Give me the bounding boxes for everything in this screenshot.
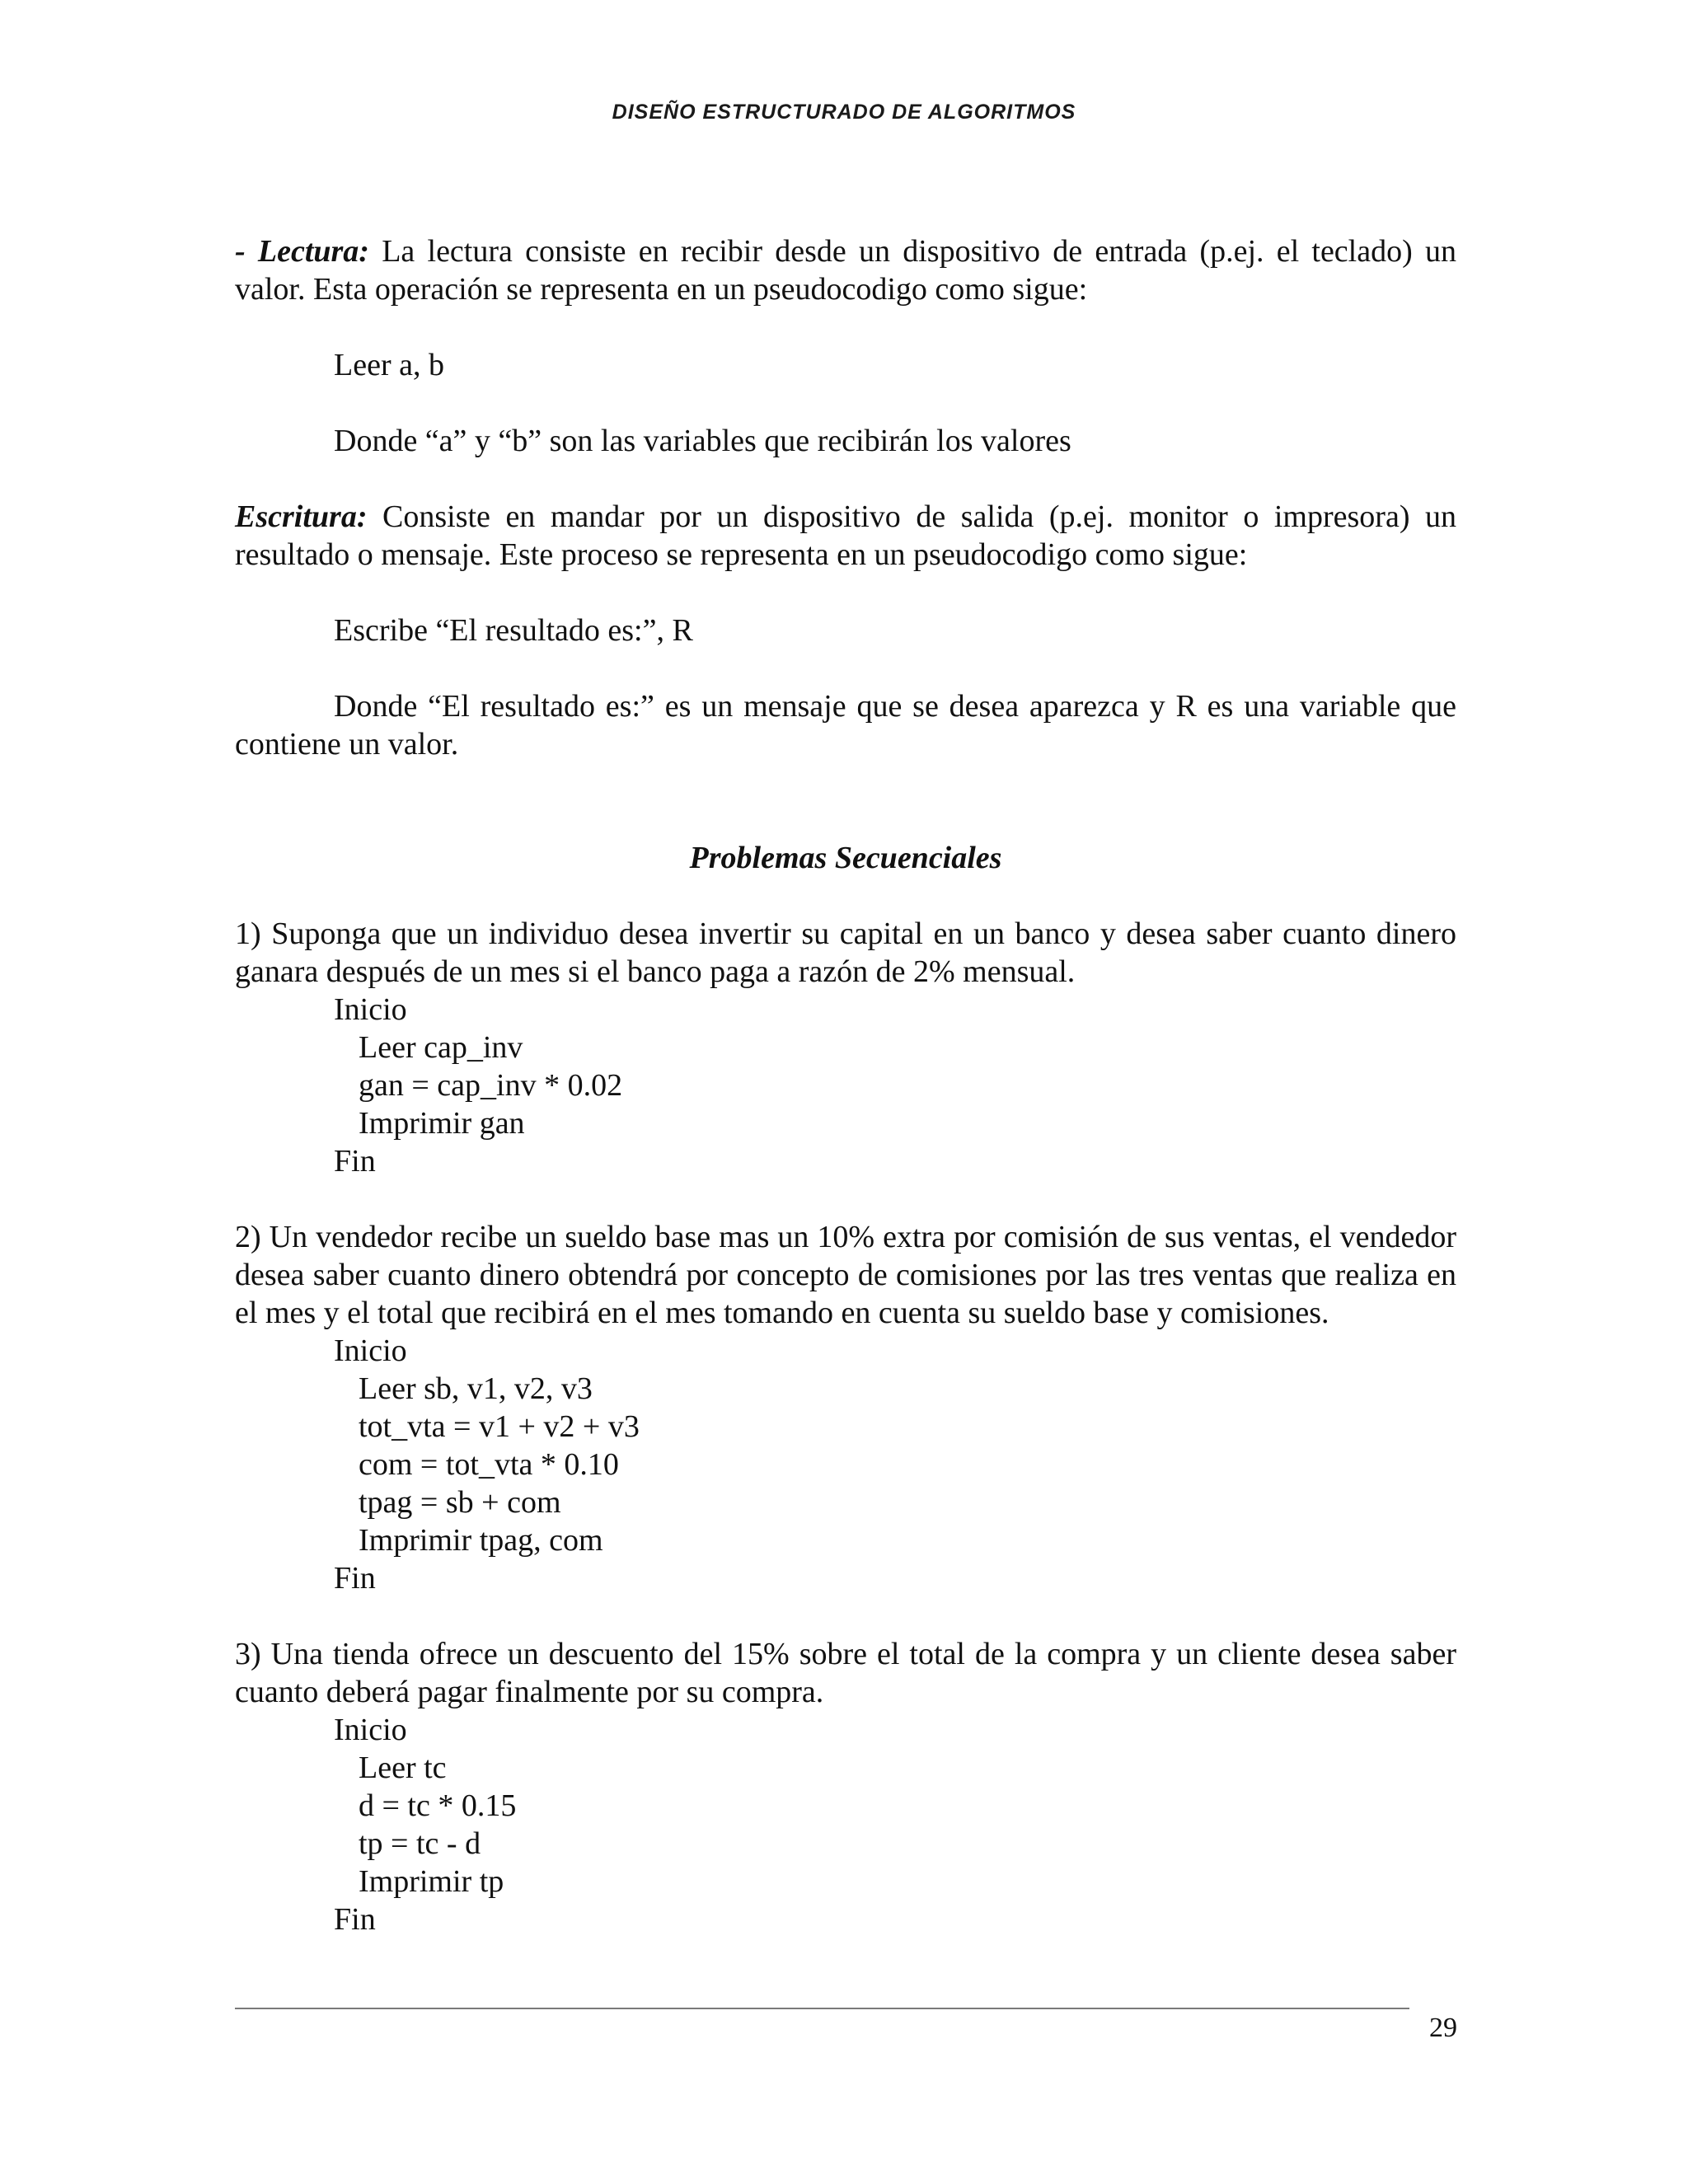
escritura-explanation: Donde “El resultado es:” es un mensaje que se desea aparezca y R es una variable que contiene un valor. (235, 689, 1456, 762)
pseudocode-line: Imprimir gan (359, 1106, 525, 1141)
pseudocode-start: Inicio (334, 1713, 407, 1747)
pseudocode-line: tp = tc - d (359, 1826, 481, 1861)
lectura-paragraph (235, 232, 1456, 308)
lectura-explanation: Donde “a” y “b” son las variables que recibirán los valores (334, 424, 1071, 458)
pseudocode-line: com = tot_vta * 0.10 (359, 1447, 619, 1482)
lectura-example: Leer a, b (334, 348, 444, 382)
pseudocode-line: gan = cap_inv * 0.02 (359, 1068, 623, 1103)
pseudocode-line: Leer cap_inv (359, 1030, 523, 1065)
problem-statement: 1) Suponga que un individuo desea invertir su capital en un banco y desea saber cuanto dinero ganara después de un mes si el banco paga a razón de 2% mensual. (235, 916, 1456, 989)
page-content (235, 232, 1456, 1938)
pseudocode-line: Leer sb, v1, v2, v3 (359, 1371, 593, 1406)
escritura-label: Escritura: (235, 499, 368, 534)
pseudocode-line: tot_vta = v1 + v2 + v3 (359, 1409, 640, 1444)
escritura-text: Consiste en mandar por un dispositivo de salida (p.ej. monitor o impresora) un resultado o mensaje. Este proceso se representa en un pseudocodigo como sigue: (235, 499, 1456, 572)
pseudocode-line: tpag = sb + com (359, 1485, 561, 1520)
pseudocode-end: Fin (334, 1902, 376, 1937)
escritura-example: Escribe “El resultado es:”, R (334, 613, 693, 648)
running-header: DISEÑO ESTRUCTURADO DE ALGORITMOS (612, 101, 1076, 124)
pseudocode-end: Fin (334, 1144, 376, 1179)
lectura-text: La lectura consiste en recibir desde un dispositivo de entrada (p.ej. el teclado) un valor. Esta operación se representa en un pseudocodigo como sigue: (235, 234, 1456, 307)
pseudocode-line: Leer tc (359, 1750, 447, 1785)
problem-2 (235, 1218, 1456, 1597)
pseudocode-line: Imprimir tpag, com (359, 1523, 603, 1558)
pseudocode-line: d = tc * 0.15 (359, 1788, 517, 1823)
pseudocode-end: Fin (334, 1561, 376, 1596)
escritura-paragraph (235, 498, 1456, 574)
pseudocode-start: Inicio (334, 1333, 407, 1368)
problem-3 (235, 1635, 1456, 1938)
pseudocode-start: Inicio (334, 992, 407, 1027)
pseudocode-line: Imprimir tp (359, 1864, 504, 1899)
problem-statement: 2) Un vendedor recibe un sueldo base mas un 10% extra por comisión de sus ventas, el vendedor desea saber cuanto dinero obtendrá por concepto de comisiones por las tres ventas que realiza en el mes y el total que recibirá en el mes tomando en cuenta su sueldo base y comisiones. (235, 1220, 1456, 1330)
section-title: Problemas Secuenciales (689, 841, 1002, 875)
page-number: 29 (1429, 2013, 1457, 2043)
footer-rule (235, 2008, 1409, 2009)
problem-statement: 3) Una tienda ofrece un descuento del 15% sobre el total de la compra y un cliente desea saber cuanto deberá pagar finalmente por su compra. (235, 1637, 1456, 1709)
lectura-label: - Lectura: (235, 234, 369, 269)
problem-1 (235, 915, 1456, 1180)
